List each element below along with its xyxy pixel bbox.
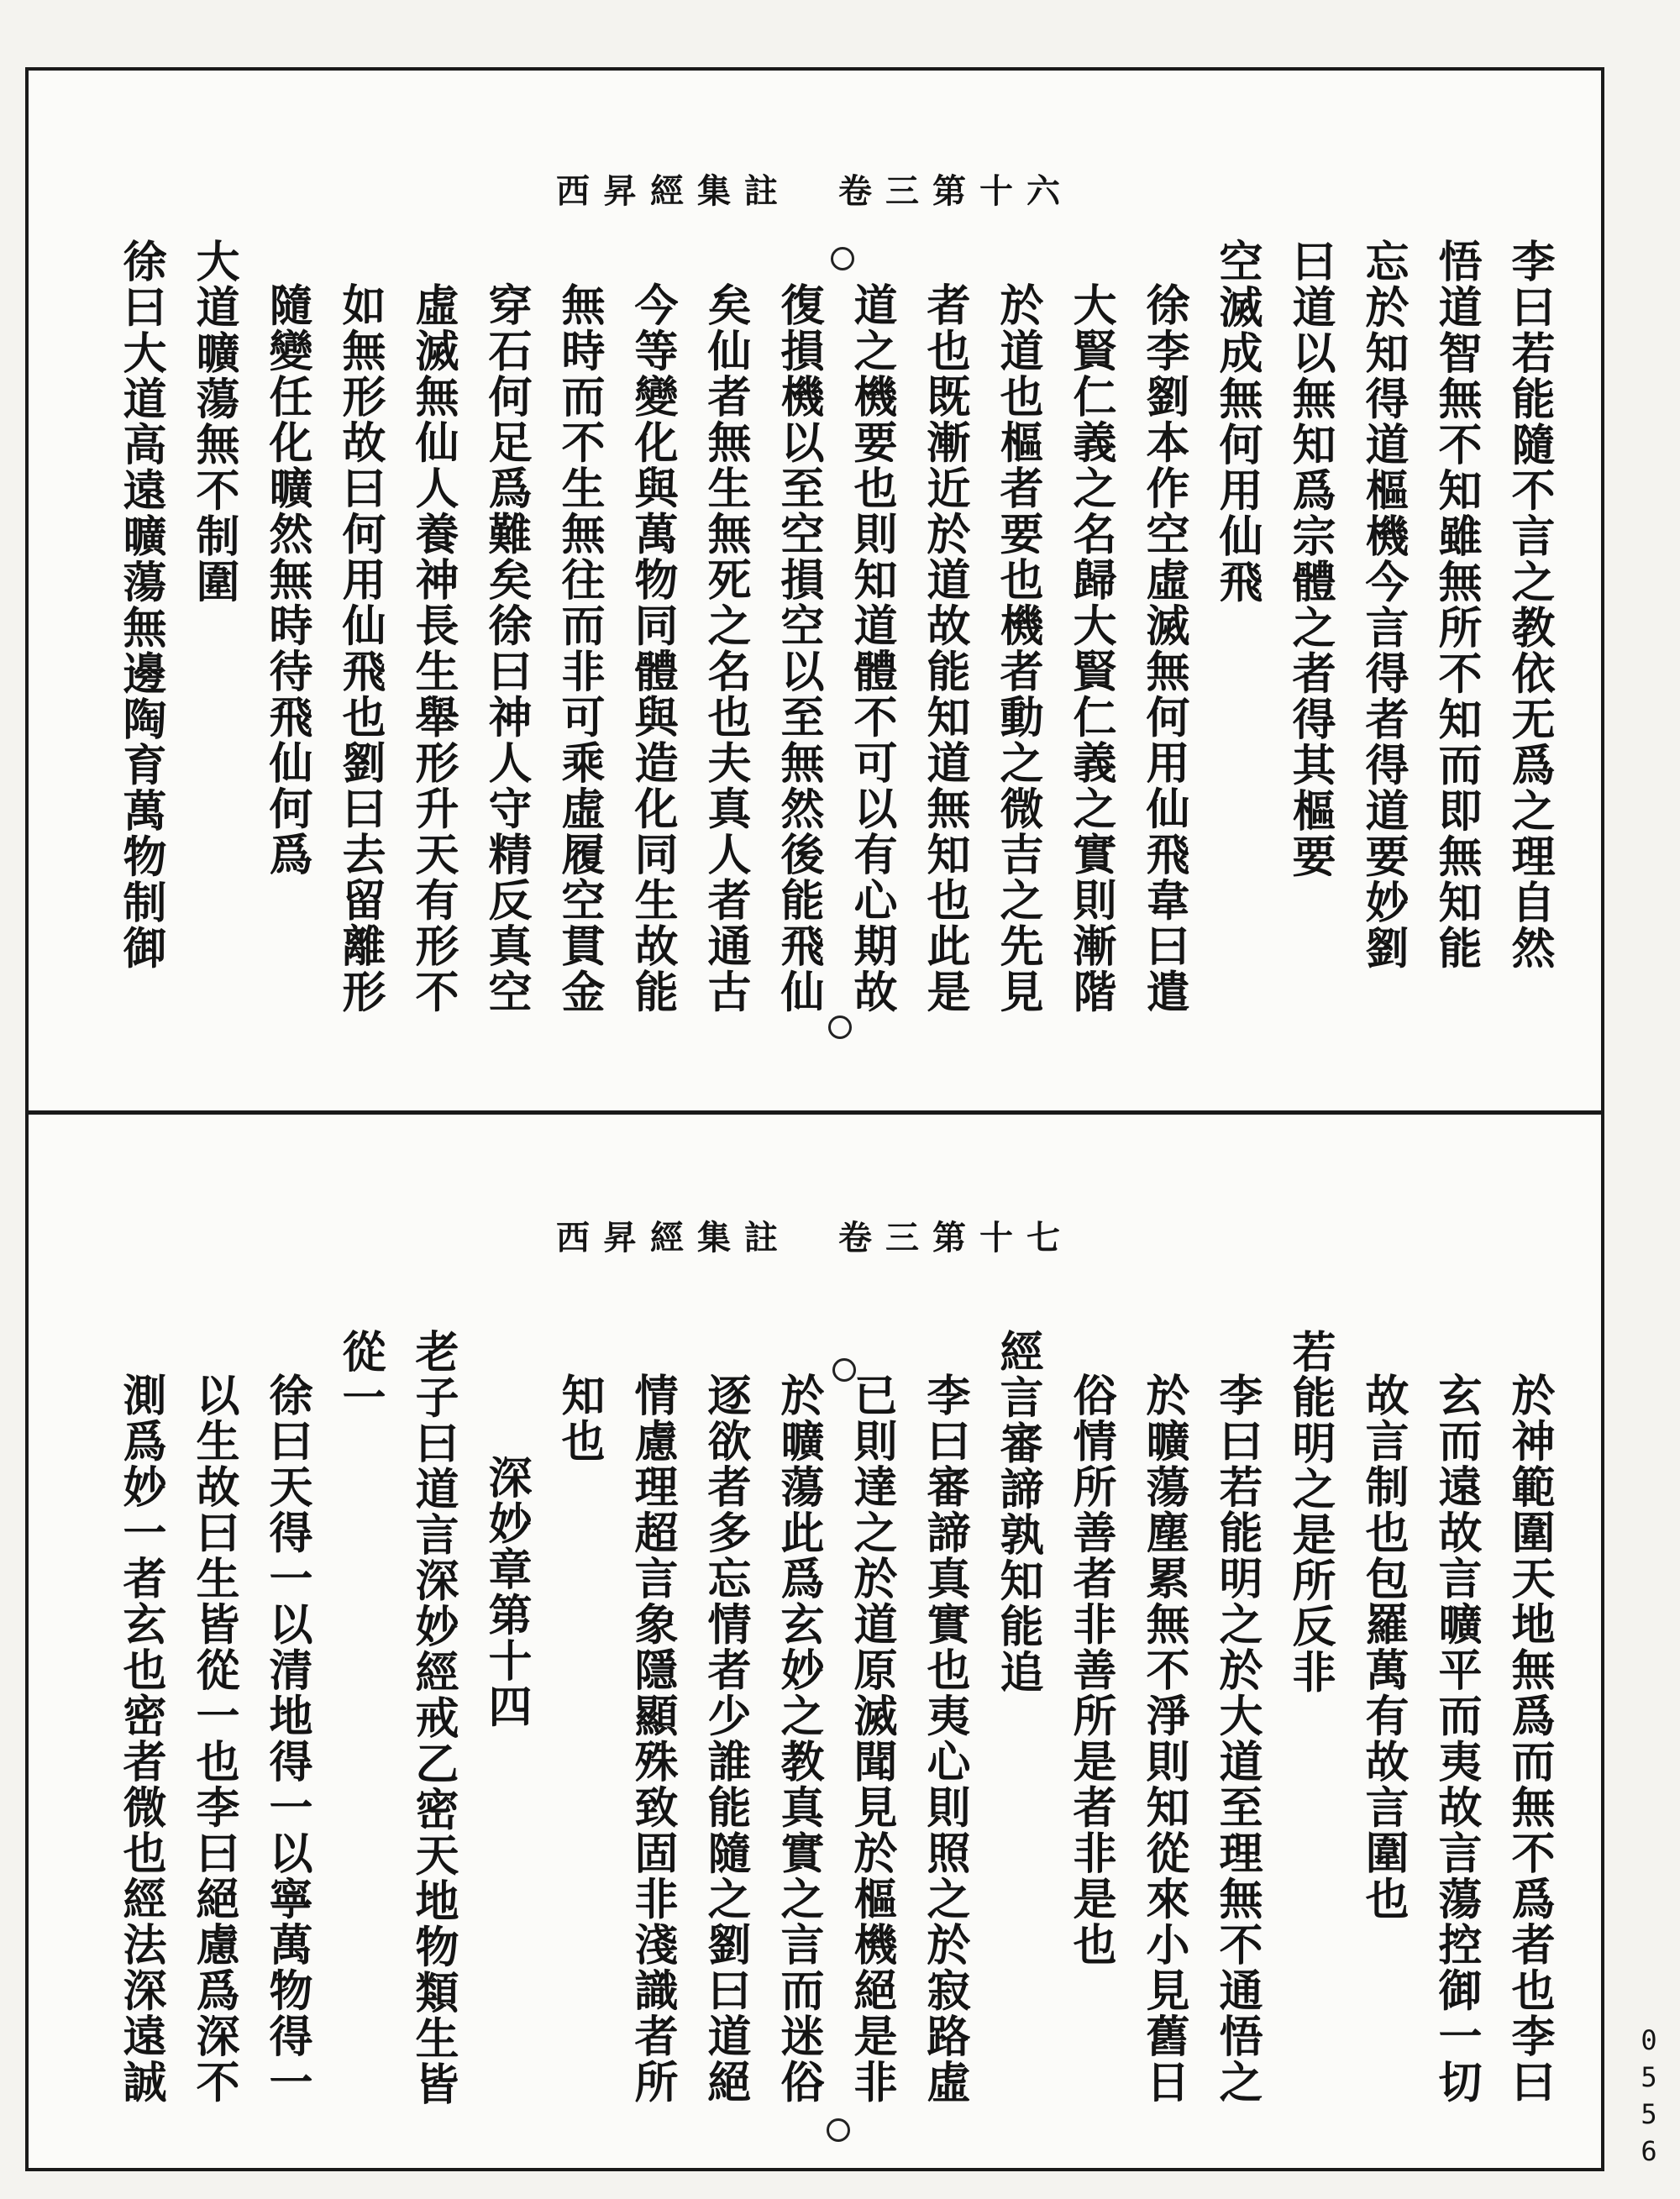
upper-text-columns bbox=[54, 239, 1555, 1095]
text-column: 徐曰天得一以清地得一以寧萬物得一 bbox=[261, 1372, 312, 2105]
sutra-line: 從一 bbox=[334, 1329, 386, 1420]
page-divider bbox=[29, 1110, 1601, 1115]
text-column: 今等變化與萬物同體與造化同生故能 bbox=[627, 282, 678, 1015]
sutra-line: 老子曰道言深妙經戒乙密天地物類生皆 bbox=[407, 1329, 459, 2107]
sutra-line: 若能明之是所反非 bbox=[1284, 1329, 1336, 1695]
text-column: 測爲妙一者玄也密者微也經法深遠誠 bbox=[115, 1372, 166, 2105]
lower-text-columns bbox=[54, 1329, 1555, 2151]
text-column: 悟道智無不知雖無所不知而即無知能 bbox=[1431, 239, 1482, 971]
text-column: 李曰若能隨不言之教依无爲之理自然 bbox=[1504, 239, 1555, 971]
upper-page-header: 西昇經集註 卷三第十六 bbox=[556, 171, 1074, 211]
text-column: 大賢仁義之名歸大賢仁義之實則漸階 bbox=[1065, 282, 1116, 1015]
text-column: 如無形故曰何用仙飛也劉曰去留離形 bbox=[334, 282, 386, 1015]
lower-page-header: 西昇經集註 卷三第十七 bbox=[556, 1218, 1074, 1257]
sutra-line: 空滅成無何用仙飛 bbox=[1211, 239, 1263, 605]
upper-page bbox=[29, 71, 1601, 1112]
sutra-line: 經言審諦孰知能追 bbox=[992, 1329, 1043, 1695]
text-column: 情慮理超言象隱顯殊致固非淺識者所 bbox=[627, 1372, 678, 2105]
lower-page bbox=[29, 1119, 1601, 2168]
text-column: 李曰若能明之於大道至理無不通悟之 bbox=[1211, 1372, 1263, 2105]
text-column: 於道也樞者要也機者動之微吉之先見 bbox=[992, 282, 1043, 1015]
text-column: 於曠蕩塵累無不淨則知從來小見舊日 bbox=[1138, 1372, 1189, 2105]
circle-mark bbox=[827, 2118, 850, 2142]
text-column: 以生故曰生皆從一也李曰絕慮爲深不 bbox=[188, 1372, 239, 2105]
text-column: 於曠蕩此爲玄妙之教真實之言而迷俗 bbox=[773, 1372, 824, 2105]
text-column: 李曰審諦真實也夷心則照之於寂路虛 bbox=[919, 1372, 970, 2105]
text-column: 矣仙者無生無死之名也夫真人者通古 bbox=[700, 282, 751, 1015]
text-column: 於神範圍天地無爲而無不爲者也李曰 bbox=[1504, 1372, 1555, 2105]
text-column: 俗情所善者非善所是者非是也 bbox=[1065, 1372, 1116, 1968]
text-column: 無時而不生無往而非可乘虛履空貫金 bbox=[554, 282, 605, 1015]
text-column: 徐曰大道高遠曠蕩無邊陶育萬物制御 bbox=[115, 239, 166, 971]
text-column: 知也 bbox=[554, 1372, 605, 1464]
sutra-line: 大道曠蕩無不制圍 bbox=[188, 239, 239, 605]
text-column: 故言制也包羅萬有故言圍也 bbox=[1357, 1372, 1409, 1922]
text-column: 曰道以無知爲宗體之者得其樞要 bbox=[1284, 239, 1336, 879]
text-column: 隨變任化曠然無時待飛仙何爲 bbox=[261, 282, 312, 878]
circle-mark bbox=[832, 1358, 856, 1382]
text-column: 者也既漸近於道故能知道無知也此是 bbox=[919, 282, 970, 1015]
text-column: 已則達之於道原滅聞見於樞機絕是非 bbox=[846, 1372, 897, 2105]
text-column: 虛滅無仙人養神長生舉形升天有形不 bbox=[407, 282, 459, 1015]
circle-mark bbox=[828, 1016, 852, 1039]
circle-mark bbox=[831, 247, 854, 270]
text-column: 忘於知得道樞機今言得者得道要妙劉 bbox=[1357, 239, 1409, 971]
chapter-title: 深妙章第十四 bbox=[480, 1455, 532, 1729]
text-column: 復損機以至空損空以至無然後能飛仙 bbox=[773, 282, 824, 1015]
text-column: 穿石何足爲難矣徐曰神人守精反真空 bbox=[480, 282, 532, 1015]
text-column: 玄而遠故言曠平而夷故言蕩控御一切 bbox=[1431, 1372, 1482, 2105]
page-number: 0556 bbox=[1633, 2024, 1665, 2172]
text-column: 道之機要也則知道體不可以有心期故 bbox=[846, 282, 897, 1015]
text-column: 徐李劉本作空虛滅無何用仙飛韋曰遣 bbox=[1138, 282, 1189, 1015]
page-frame bbox=[25, 67, 1604, 2171]
text-column: 逐欲者多忘情者少誰能隨之劉曰道絕 bbox=[700, 1372, 751, 2105]
